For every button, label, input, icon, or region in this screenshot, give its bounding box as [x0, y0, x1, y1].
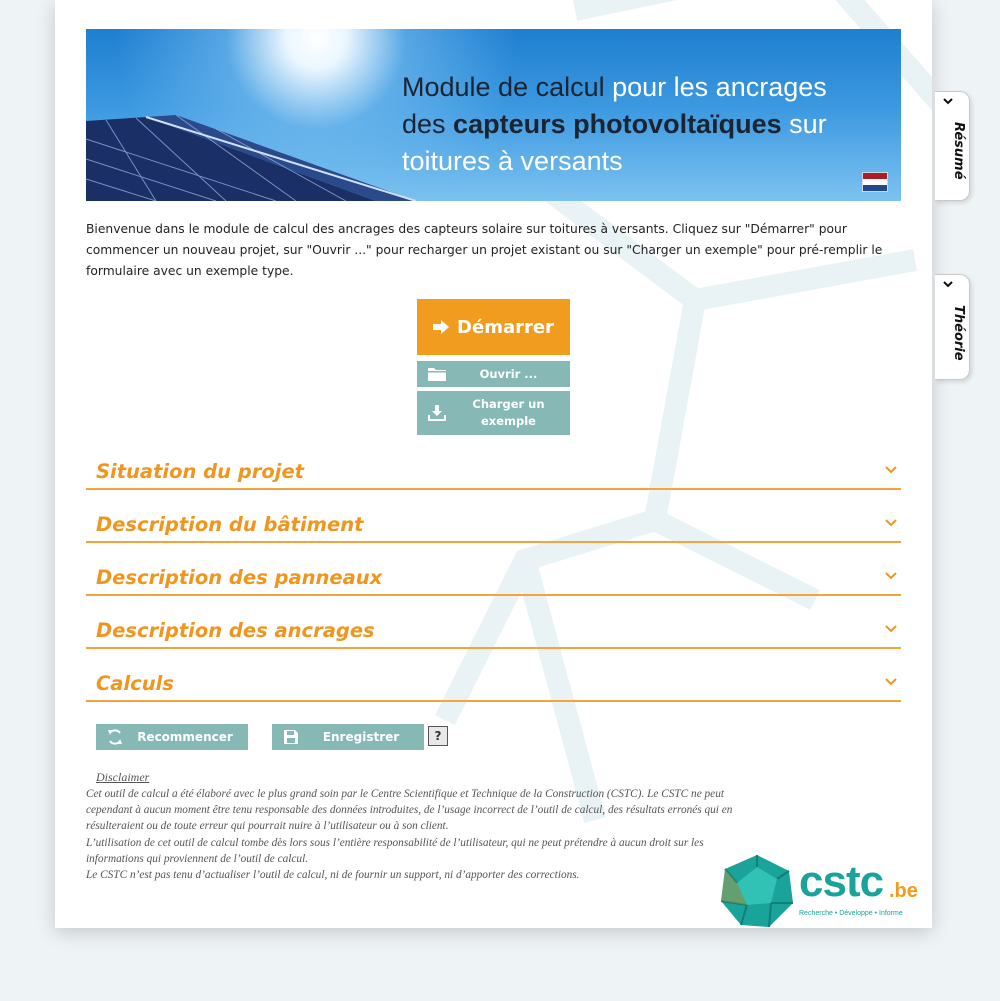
main-panel	[55, 0, 932, 928]
title-part: Module de calcul	[402, 72, 605, 102]
title-part: pour les ancrages	[604, 72, 827, 102]
intro-text: Bienvenue dans le module de calcul des ancrages des capteurs solaire sur toitures à versants. Cliquez sur "Démarrer" pour commencer un nouveau projet, sur "Ouvrir ..." pour recharger un projet existant ou sur "Charger un exemple" pour pré-remplir le formulaire avec un exemple type.	[86, 222, 883, 278]
dodecahedron-logo-icon	[719, 853, 795, 928]
arrow-right-icon	[433, 320, 449, 334]
section-title: Description des panneaux	[96, 566, 383, 589]
chevron-down-icon	[885, 625, 897, 633]
start-label: Démarrer	[457, 316, 554, 338]
open-label: Ouvrir ...	[479, 366, 538, 381]
tab-theorie[interactable]	[935, 274, 970, 380]
folder-icon	[428, 367, 446, 381]
section-title: Description du bâtiment	[96, 513, 364, 536]
disclaimer-paragraph: Cet outil de calcul a été élaboré avec le plus grand soin par le Centre Scientifique et Technique de la Construction (CSTC). Le CSTC ne peut cependant à aucun moment être tenu responsable des données introduites, de l’usage incorrect de l’outil de calcul, des résultats erronés qui en résulteraient ou de toute erreur qui pourrait nuire à l’utilisateur ou à son client.	[86, 788, 733, 833]
refresh-icon	[107, 729, 123, 745]
disclaimer-paragraph: Le CSTC n’est pas tenu d’actualiser l’outil de calcul, ni de fournir un support, ni d’apporter des corrections.	[86, 869, 580, 882]
restart-label: Recommencer	[137, 730, 233, 744]
download-icon	[428, 405, 446, 421]
chevron-down-icon	[885, 466, 897, 474]
title-part: toitures à versants	[402, 146, 623, 176]
section-description-panneaux[interactable]	[86, 564, 901, 596]
section-title: Calculs	[96, 672, 174, 695]
logo-tagline: Recherche • Développe • Informe	[799, 910, 903, 917]
header-banner	[86, 29, 901, 201]
dutch-flag-icon[interactable]	[862, 172, 888, 192]
floppy-disk-icon	[284, 730, 298, 744]
disclaimer-text	[86, 786, 736, 883]
save-label: Enregistrer	[322, 730, 400, 744]
section-calculs[interactable]	[86, 670, 901, 702]
title-part: sur	[781, 109, 827, 139]
restart-button[interactable]	[96, 724, 248, 750]
logo-word: cstc	[799, 857, 884, 906]
logo-suffix: .be	[889, 880, 918, 902]
load-example-label: Charger un exemple	[472, 397, 545, 428]
disclaimer-title: Disclaimer	[96, 770, 150, 784]
save-button[interactable]	[272, 724, 424, 750]
tab-theorie-label: Théorie	[951, 305, 966, 361]
chevron-down-icon	[943, 98, 953, 106]
chevron-down-icon	[885, 678, 897, 686]
help-button[interactable]: ?	[428, 726, 448, 746]
open-button[interactable]	[417, 361, 570, 387]
chevron-down-icon	[885, 572, 897, 580]
section-title: Description des ancrages	[96, 619, 375, 642]
title-part: des	[402, 109, 454, 139]
start-button[interactable]	[417, 299, 570, 355]
section-description-ancrages[interactable]	[86, 617, 901, 649]
cstc-logo[interactable]	[719, 853, 919, 928]
tab-resume-label: Résumé	[951, 122, 966, 180]
banner-title	[402, 69, 897, 180]
title-part: capteurs photovoltaïques	[453, 109, 782, 139]
chevron-down-icon	[943, 281, 953, 289]
disclaimer-paragraph: L’utilisation de cet outil de calcul tombe dès lors sous l’entière responsabilité de l’utilisateur, qui ne peut prétendre à aucun droit sur les informations qui proviennent de l’outil de calcul.	[86, 836, 704, 865]
section-situation-projet[interactable]	[86, 458, 901, 490]
chevron-down-icon	[885, 519, 897, 527]
section-title: Situation du projet	[96, 460, 304, 483]
tab-resume[interactable]	[935, 91, 970, 201]
section-description-batiment[interactable]	[86, 511, 901, 543]
load-example-button[interactable]	[417, 391, 570, 435]
